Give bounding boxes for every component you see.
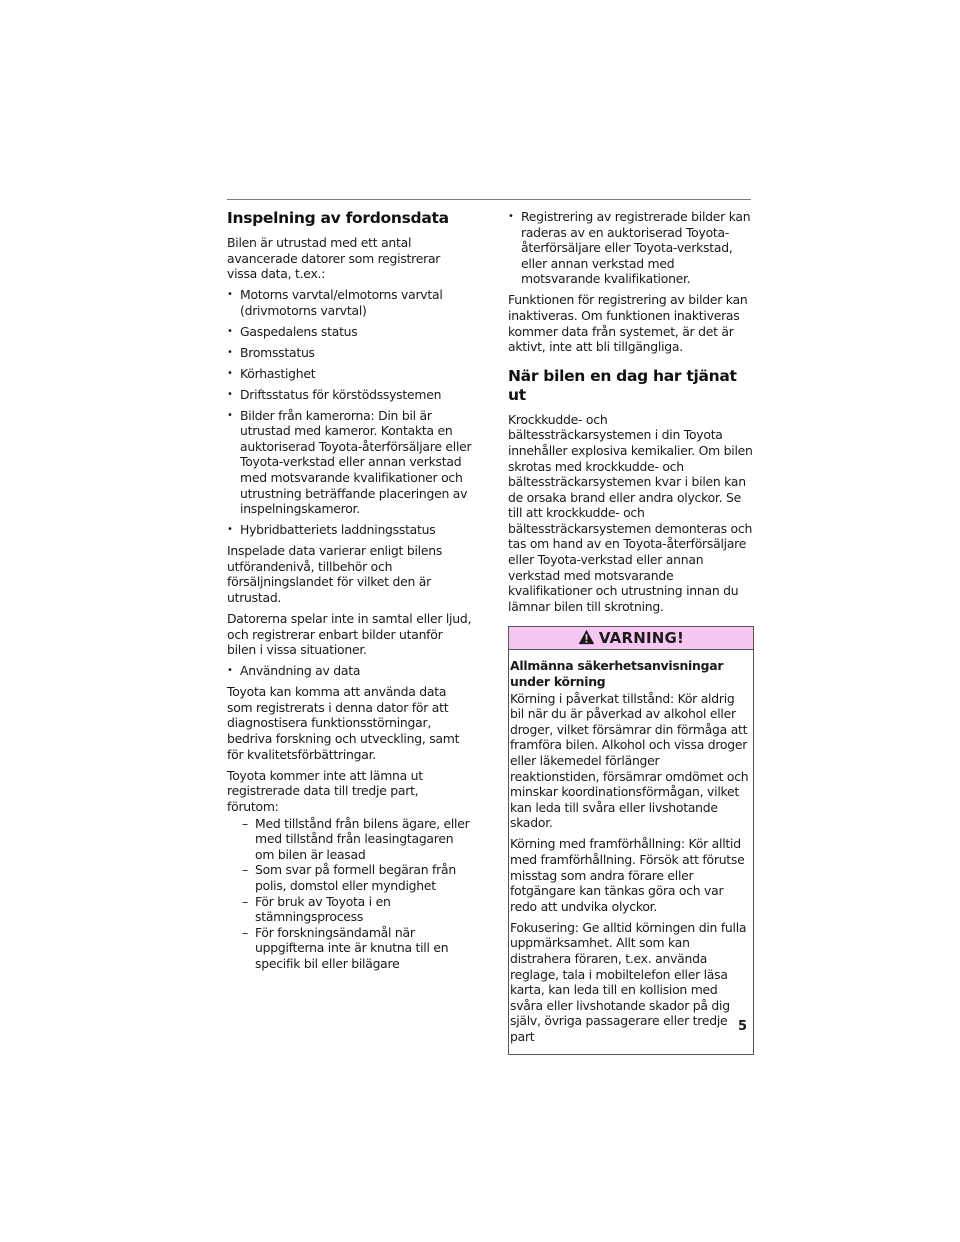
paragraph: Toyota kan komma att använda data som registrerats i denna dator för att diagnostisera funktionsstörningar, bedriva forskning och utveckling, samt för kvalitetsförbättringar. [227, 684, 460, 762]
list-item: • Gaspedalens status [227, 324, 472, 340]
paragraph: Inspelade data varierar enligt bilens utförandenivå, tillbehör och försäljningslandet för vilket den är utrustad. [227, 543, 443, 605]
warning-body [509, 650, 753, 1053]
warning-title: VARNING! [598, 628, 685, 647]
list-item: • Registrering av registrerade bilder kan raderas av en auktoriserad Toyota-återförsäljare eller Toyota-verkstad, eller annan verkstad med motsvarande kvalifikationer. [508, 209, 754, 287]
list-item: • Användning av data [227, 663, 472, 679]
top-rule [227, 199, 751, 200]
list-item: • Driftsstatus för körstödssystemen [227, 387, 472, 403]
intro-paragraph: Bilen är utrustad med ett antal avancerade datorer som registrerar vissa data, t.ex.: [227, 235, 441, 282]
warning-heading: Allmänna säkerhetsanvisningar under körning [510, 658, 724, 690]
paragraph: Toyota kommer inte att lämna ut registrerade data till tredje part, förutom: [227, 767, 423, 814]
list-item: • Bromsstatus [227, 345, 472, 361]
page-number: 5 [738, 1019, 748, 1034]
list-item: • Körhastighet [227, 366, 472, 382]
list-item: – För bruk av Toyota i en stämningsprocess [242, 894, 472, 925]
left-column [227, 209, 472, 977]
image-deletion-list [508, 209, 754, 287]
list-item: • Hybridbatteriets laddningsstatus [227, 522, 472, 538]
warning-header [509, 627, 753, 650]
paragraph: Funktionen för registrering av bilder kan inaktiveras. Om funktionen inaktiveras kommer data från systemet, är det är aktivt, inte att bli tillgängliga. [508, 292, 748, 355]
recorded-data-list [227, 287, 472, 538]
list-item: • Bilder från kamerorna: Din bil är utrustad med kameror. Kontakta en auktoriserad Toyota-återförsäljare eller Toyota-verkstad eller annan verkstad med motsvarande kvalifikationer och utrustning beträffande placeringen av inspelningskameror. [227, 408, 472, 517]
list-item: – Som svar på formell begäran från polis, domstol eller myndighet [242, 862, 472, 893]
right-column [508, 209, 754, 1055]
exceptions-list [242, 816, 472, 972]
list-item: • Motorns varvtal/elmotorns varvtal (drivmotorns varvtal) [227, 287, 472, 318]
paragraph: Datorerna spelar inte in samtal eller ljud, och registrerar enbart bilder utanför bilen i vissa situationer. [227, 610, 472, 658]
data-usage-list [227, 663, 472, 679]
list-item: – För forskningsändamål när uppgifterna inte är knutna till en specifik bil eller bilägare [242, 925, 472, 972]
warning-paragraph: Fokusering: Ge alltid körningen din fulla uppmärksamhet. Allt som kan distrahera föraren, t.ex. använda reglage, tala i mobiltelefon eller läsa karta, kan leda till en kollision med svåra eller livshotande skador på dig själv, övriga passagerare eller tredje part [510, 919, 747, 1044]
paragraph: Krockkudde- och bältessträckarsystemen i din Toyota innehåller explosiva kemikalier. Om bilen skrotas med krockkudde- och bältessträckarsystemen kvar i bilen kan de orsaka brand eller andra olyckor. Se till att krockkudde- och bältessträckarsystemen demonteras och tas om hand av en Toyota-återförsäljare eller Toyota-verkstad eller annan verkstad med motsvarande kvalifikationer och utrustning innan du lämnar bilen till skrotning. [508, 411, 753, 614]
warning-paragraph: Körning med framförhållning: Kör alltid med framförhållning. Försök att förutse misstag som andra förare eller fotgängare kan tänkas göra och var redo att undvika olyckor. [510, 836, 745, 914]
warning-paragraph: Körning i påverkat tillstånd: Kör aldrig bil när du är påverkad av alkohol eller droger, vilket försämrar din förmåga att framföra bilen. Alkohol och vissa droger eller läkemedel förlänger reaktionstiden, försämrar omdömet och minskar koordinationsförmågan, vilket kan leda till svåra eller livshotande skador. [510, 690, 749, 831]
list-item: – Med tillstånd från bilens ägare, eller med tillstånd från leasingtagaren om bilen är leasad [242, 816, 472, 863]
section-heading-recording: Inspelning av fordonsdata [227, 209, 449, 227]
warning-box [508, 626, 754, 1054]
section-heading-end-of-life: När bilen en dag har tjänat ut [508, 366, 737, 404]
warning-triangle-icon [578, 629, 595, 649]
